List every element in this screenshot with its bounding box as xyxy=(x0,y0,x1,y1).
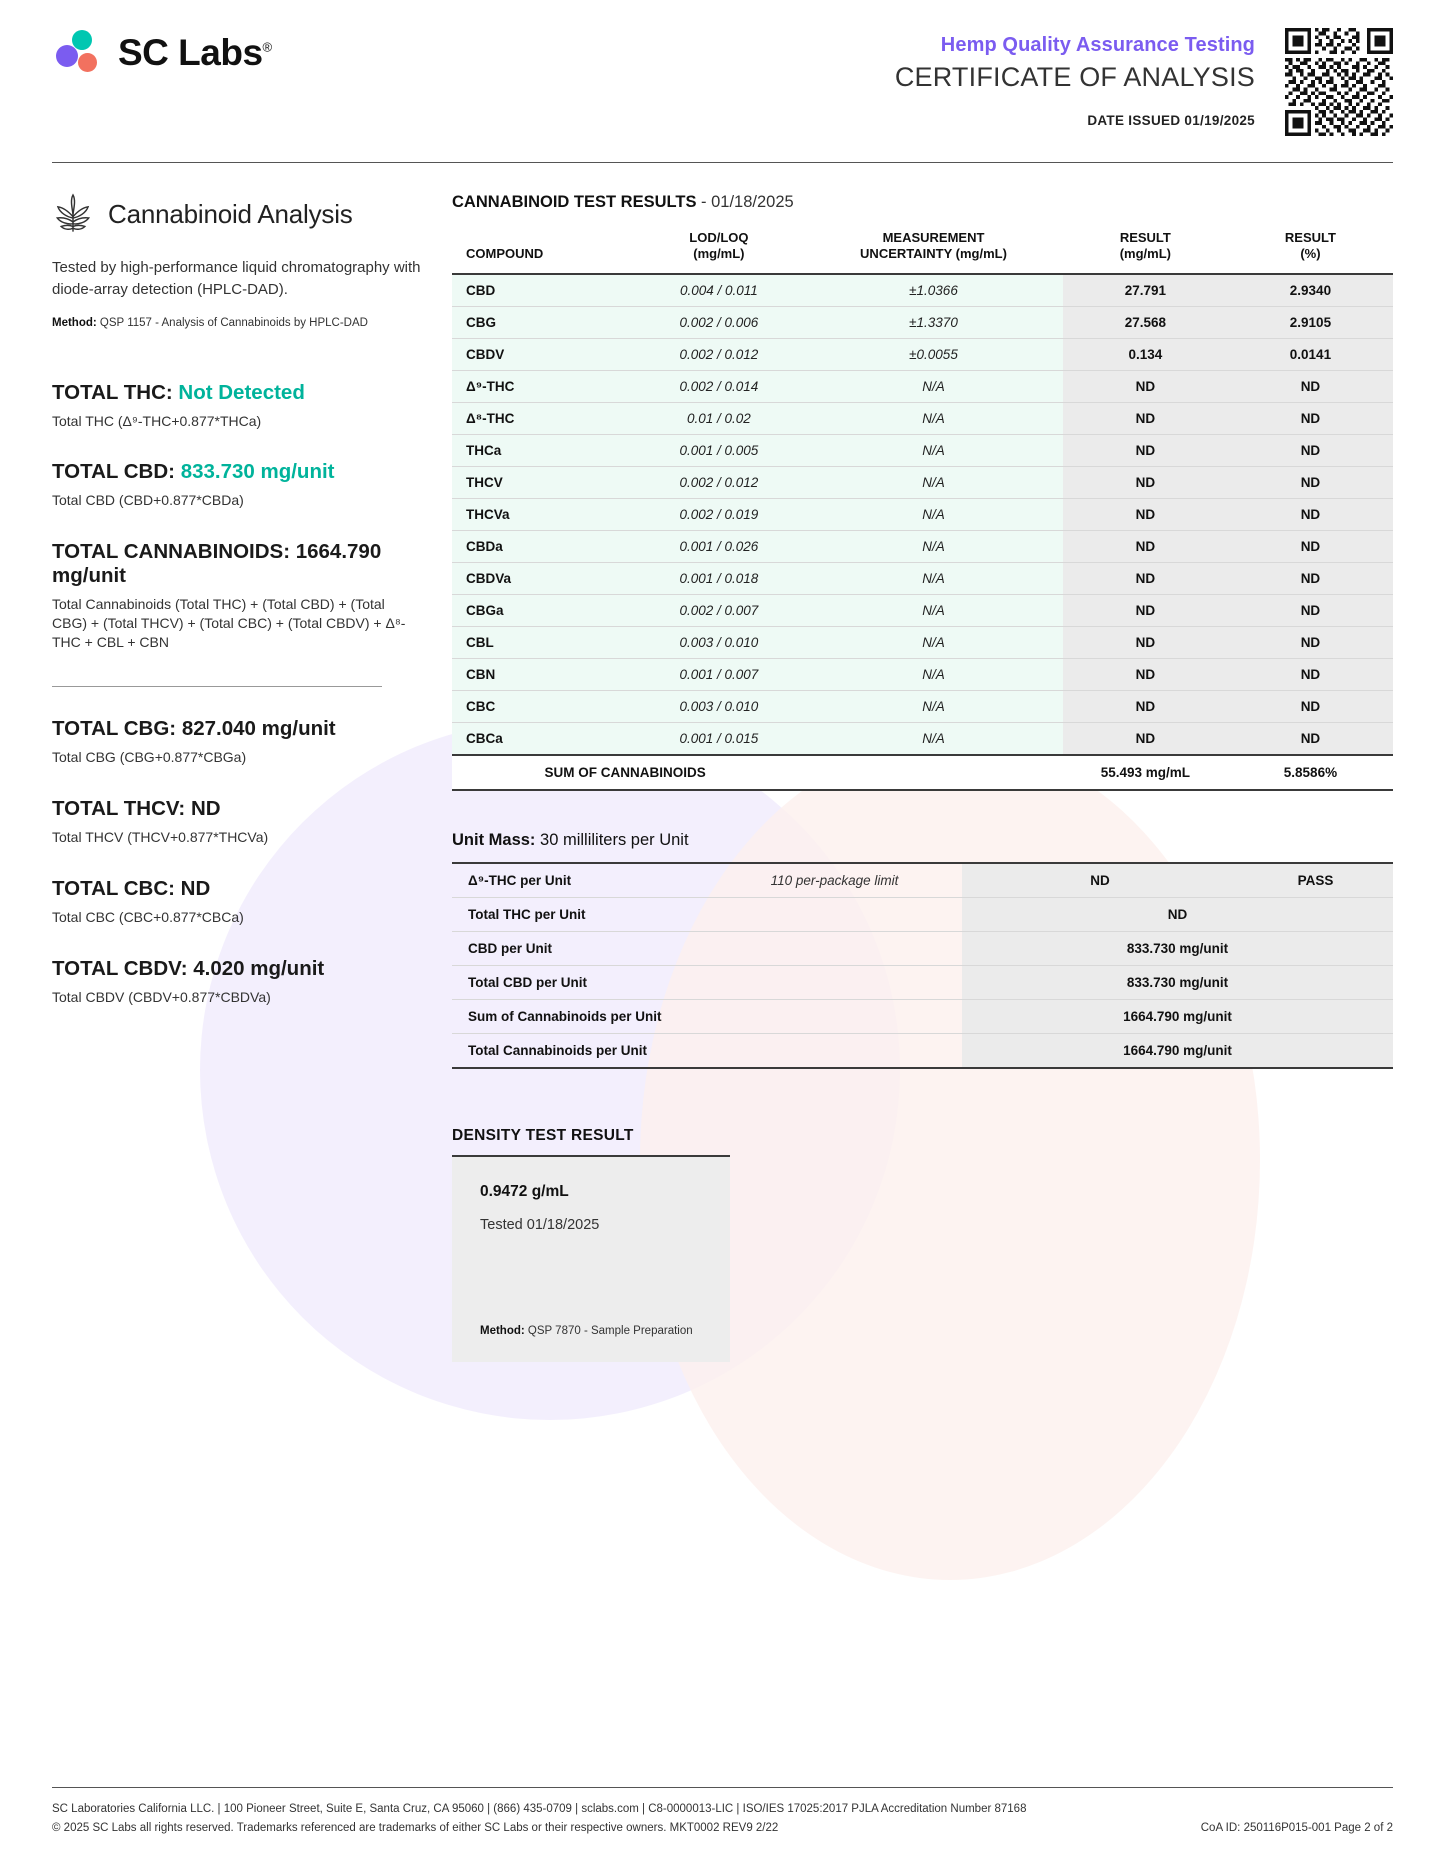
row-lodloq: 0.002 / 0.012 xyxy=(634,466,805,498)
unit-row-limit xyxy=(707,999,962,1033)
row-uncertainty: N/A xyxy=(804,594,1063,626)
row-mgml: ND xyxy=(1063,370,1228,402)
table-row xyxy=(452,897,1393,931)
unit-row-name: Total Cannabinoids per Unit xyxy=(452,1033,707,1068)
unit-row-limit xyxy=(707,931,962,965)
document-footer xyxy=(52,1787,1393,1839)
row-compound: THCVa xyxy=(452,498,634,530)
row-mgml: ND xyxy=(1063,530,1228,562)
row-mgml: ND xyxy=(1063,626,1228,658)
row-pct: 2.9105 xyxy=(1228,306,1393,338)
results-caption-bold: CANNABINOID TEST RESULTS xyxy=(452,193,697,211)
row-compound: CBL xyxy=(452,626,634,658)
col-result-mgml: RESULT (mg/mL) xyxy=(1063,224,1228,274)
cannabis-leaf-icon xyxy=(52,193,94,235)
total-thc-formula: Total THC (Δ⁹-THC+0.877*THCa) xyxy=(52,412,262,429)
density-method-label: Method: xyxy=(480,1324,525,1337)
row-compound: THCV xyxy=(452,466,634,498)
row-lodloq: 0.002 / 0.014 xyxy=(634,370,805,402)
row-uncertainty: N/A xyxy=(804,498,1063,530)
analysis-description: Tested by high-performance liquid chromatography with diode-array detection (HPLC-DAD). xyxy=(52,259,421,298)
row-lodloq: 0.001 / 0.026 xyxy=(634,530,805,562)
row-uncertainty: N/A xyxy=(804,722,1063,755)
row-lodloq: 0.003 / 0.010 xyxy=(634,690,805,722)
unit-row-value: 1664.790 mg/unit xyxy=(962,999,1393,1033)
row-compound: Δ⁹-THC xyxy=(452,370,634,402)
unit-row-value: 1664.790 mg/unit xyxy=(962,1033,1393,1068)
table-row xyxy=(452,965,1393,999)
col-uncertainty: MEASUREMENT UNCERTAINTY (mg/mL) xyxy=(804,224,1063,274)
row-lodloq: 0.001 / 0.005 xyxy=(634,434,805,466)
row-pct: ND xyxy=(1228,530,1393,562)
row-compound: CBCa xyxy=(452,722,634,755)
total-thcv-formula: Total THCV (THCV+0.877*THCVa) xyxy=(52,828,269,845)
footer-copyright: © 2025 SC Labs all rights reserved. Trademarks referenced are trademarks of either SC Labs or their respective owners. MKT0002 REV9 2/22 xyxy=(52,1822,779,1835)
row-uncertainty: N/A xyxy=(804,562,1063,594)
total-thc-block xyxy=(52,381,422,431)
row-mgml: ND xyxy=(1063,466,1228,498)
row-lodloq: 0.002 / 0.006 xyxy=(634,306,805,338)
row-compound: CBDV xyxy=(452,338,634,370)
unit-row-name: Total CBD per Unit xyxy=(452,965,707,999)
table-row xyxy=(452,338,1393,370)
total-cbc-heading: TOTAL CBC: ND xyxy=(52,876,211,900)
row-mgml: ND xyxy=(1063,722,1228,755)
col-result-pct: RESULT (%) xyxy=(1228,224,1393,274)
analysis-method xyxy=(52,317,422,329)
row-uncertainty: ±0.0055 xyxy=(804,338,1063,370)
table-row xyxy=(452,274,1393,307)
main-content xyxy=(52,193,1393,1362)
density-method xyxy=(480,1324,693,1340)
row-lodloq: 0.001 / 0.015 xyxy=(634,722,805,755)
unit-row-name: Total THC per Unit xyxy=(452,897,707,931)
footer-coa-id: CoA ID: 250116P015-001 Page 2 of 2 xyxy=(1200,1822,1393,1835)
row-pct: ND xyxy=(1228,370,1393,402)
row-lodloq: 0.002 / 0.012 xyxy=(634,338,805,370)
unit-row-value: 833.730 mg/unit xyxy=(962,931,1393,965)
col-compound: COMPOUND xyxy=(452,224,634,274)
table-row xyxy=(452,931,1393,965)
unit-mass-label: Unit Mass: xyxy=(452,830,536,849)
row-uncertainty: N/A xyxy=(804,466,1063,498)
row-pct: ND xyxy=(1228,562,1393,594)
unit-row-limit xyxy=(707,897,962,931)
table-row xyxy=(452,530,1393,562)
total-cbdv-formula: Total CBDV (CBDV+0.877*CBDVa) xyxy=(52,988,271,1005)
table-row xyxy=(452,863,1393,898)
row-pct: ND xyxy=(1228,434,1393,466)
row-pct: ND xyxy=(1228,658,1393,690)
method-label: Method: xyxy=(52,316,97,329)
table-row xyxy=(452,1033,1393,1068)
sum-label: SUM OF CANNABINOIDS xyxy=(452,755,804,790)
unit-row-limit: 110 per-package limit xyxy=(707,863,962,898)
row-compound: THCa xyxy=(452,434,634,466)
per-unit-table xyxy=(452,862,1393,1069)
row-lodloq: 0.003 / 0.010 xyxy=(634,626,805,658)
footer-divider xyxy=(52,1787,1393,1788)
total-cannabinoids-value: 1664.790 mg/unit xyxy=(52,540,382,588)
sc-labs-logo-icon xyxy=(56,28,104,78)
total-thcv-block xyxy=(52,797,422,847)
row-compound: CBG xyxy=(452,306,634,338)
row-pct: ND xyxy=(1228,402,1393,434)
cannabinoid-results-table xyxy=(452,224,1393,791)
total-cannabinoids-formula: Total Cannabinoids (Total THC) + (Total CBD) + (Total CBG) + (Total THCV) + (Total CBC) + (Total CBDV) + Δ⁸-THC + CBL + CBN xyxy=(52,596,406,651)
total-cbd-formula: Total CBD (CBD+0.877*CBDa) xyxy=(52,492,244,509)
header-divider xyxy=(52,162,1393,163)
table-row xyxy=(452,306,1393,338)
row-mgml: ND xyxy=(1063,658,1228,690)
cannabinoid-analysis-heading xyxy=(52,193,422,235)
section-title: Cannabinoid Analysis xyxy=(108,198,353,229)
table-row xyxy=(452,690,1393,722)
row-pct: ND xyxy=(1228,498,1393,530)
total-cbd-block xyxy=(52,460,422,510)
density-value: 0.9472 g/mL xyxy=(480,1182,569,1200)
unit-row-value: ND xyxy=(962,863,1238,898)
row-pct: ND xyxy=(1228,594,1393,626)
table-row xyxy=(452,562,1393,594)
total-cbc-formula: Total CBC (CBC+0.877*CBCa) xyxy=(52,908,244,925)
table-row xyxy=(452,466,1393,498)
unit-row-name: Δ⁹-THC per Unit xyxy=(452,863,707,898)
table-row xyxy=(452,434,1393,466)
row-lodloq: 0.001 / 0.007 xyxy=(634,658,805,690)
row-compound: Δ⁸-THC xyxy=(452,402,634,434)
total-cannabinoids-heading: TOTAL CANNABINOIDS: 1664.790 mg/unit xyxy=(52,540,382,588)
table-row xyxy=(452,658,1393,690)
col-lodloq: LOD/LOQ (mg/mL) xyxy=(634,224,805,274)
results-table-caption xyxy=(452,193,1393,212)
total-cbg-block xyxy=(52,717,422,767)
total-cbd-heading: TOTAL CBD: 833.730 mg/unit xyxy=(52,460,335,484)
density-method-value: QSP 7870 - Sample Preparation xyxy=(524,1324,693,1337)
row-uncertainty: ±1.0366 xyxy=(804,274,1063,307)
status-badge: PASS xyxy=(1238,863,1393,898)
total-thcv-heading: TOTAL THCV: ND xyxy=(52,796,221,820)
brand-logo xyxy=(52,28,272,78)
total-cbg-heading: TOTAL CBG: 827.040 mg/unit xyxy=(52,716,336,740)
row-pct: ND xyxy=(1228,626,1393,658)
row-uncertainty: N/A xyxy=(804,370,1063,402)
row-uncertainty: N/A xyxy=(804,530,1063,562)
row-lodloq: 0.01 / 0.02 xyxy=(634,402,805,434)
results-caption-date: - 01/18/2025 xyxy=(696,193,794,211)
density-test-heading: DENSITY TEST RESULT xyxy=(452,1126,634,1144)
table-row xyxy=(452,999,1393,1033)
row-compound: CBDVa xyxy=(452,562,634,594)
sum-blank xyxy=(804,755,1063,790)
row-pct: ND xyxy=(1228,722,1393,755)
sum-of-cannabinoids-row xyxy=(452,755,1393,790)
row-pct: ND xyxy=(1228,690,1393,722)
table-row xyxy=(452,594,1393,626)
row-compound: CBGa xyxy=(452,594,634,626)
unit-row-limit xyxy=(707,1033,962,1068)
footer-address: SC Laboratories California LLC. | 100 Pioneer Street, Suite E, Santa Cruz, CA 95060 | (866) 435-0709 | sclabs.com | C8-0000013-LIC | ISO/IES 17025:2017 PJLA Accreditation Number 87168 xyxy=(52,1802,1027,1815)
row-compound: CBDa xyxy=(452,530,634,562)
qr-code-icon xyxy=(1285,28,1393,136)
row-mgml: 0.134 xyxy=(1063,338,1228,370)
summary-divider xyxy=(52,686,382,687)
density-tested-date: Tested 01/18/2025 xyxy=(480,1216,600,1233)
row-compound: CBD xyxy=(452,274,634,307)
row-mgml: 27.791 xyxy=(1063,274,1228,307)
table-row xyxy=(452,402,1393,434)
total-cbg-formula: Total CBG (CBG+0.877*CBGa) xyxy=(52,748,247,765)
row-mgml: ND xyxy=(1063,594,1228,626)
testing-type: Hemp Quality Assurance Testing xyxy=(940,34,1255,56)
row-uncertainty: N/A xyxy=(804,402,1063,434)
row-uncertainty: N/A xyxy=(804,690,1063,722)
unit-row-limit xyxy=(707,965,962,999)
sum-pct: 5.8586% xyxy=(1228,755,1393,790)
unit-row-name: Sum of Cannabinoids per Unit xyxy=(452,999,707,1033)
unit-row-name: CBD per Unit xyxy=(452,931,707,965)
total-thc-heading: TOTAL THC: Not Detected xyxy=(52,380,305,404)
row-lodloq: 0.001 / 0.018 xyxy=(634,562,805,594)
total-cbdv-block xyxy=(52,957,422,1007)
row-compound: CBC xyxy=(452,690,634,722)
row-lodloq: 0.002 / 0.007 xyxy=(634,594,805,626)
row-uncertainty: N/A xyxy=(804,626,1063,658)
row-lodloq: 0.002 / 0.019 xyxy=(634,498,805,530)
sum-mgml: 55.493 mg/mL xyxy=(1063,755,1228,790)
method-value: QSP 1157 - Analysis of Cannabinoids by HPLC-DAD xyxy=(99,316,368,329)
row-mgml: 27.568 xyxy=(1063,306,1228,338)
row-mgml: ND xyxy=(1063,562,1228,594)
page-title: CERTIFICATE OF ANALYSIS xyxy=(894,62,1255,92)
results-table-head xyxy=(452,224,1393,274)
unit-row-value: ND xyxy=(962,897,1393,931)
registered-mark: ® xyxy=(262,39,272,55)
row-uncertainty: ±1.3370 xyxy=(804,306,1063,338)
date-issued: DATE ISSUED 01/19/2025 xyxy=(1087,113,1255,128)
density-result-card xyxy=(452,1157,730,1362)
results-panel xyxy=(442,193,1393,1362)
document-header xyxy=(52,0,1393,136)
brand-name: SC Labs® xyxy=(118,32,272,73)
table-row xyxy=(452,626,1393,658)
row-pct: ND xyxy=(1228,466,1393,498)
summary-panel xyxy=(52,193,442,1362)
table-row xyxy=(452,370,1393,402)
row-mgml: ND xyxy=(1063,434,1228,466)
row-mgml: ND xyxy=(1063,498,1228,530)
footer-bottom-row xyxy=(52,1819,1393,1839)
header-titles xyxy=(272,34,1285,128)
row-compound: CBN xyxy=(452,658,634,690)
row-pct: 0.0141 xyxy=(1228,338,1393,370)
results-table-body xyxy=(452,274,1393,790)
unit-mass-heading xyxy=(452,831,1393,850)
row-mgml: ND xyxy=(1063,690,1228,722)
unit-mass-value: 30 milliliters per Unit xyxy=(535,830,689,849)
table-row xyxy=(452,498,1393,530)
total-cannabinoids-block xyxy=(52,540,422,652)
row-uncertainty: N/A xyxy=(804,658,1063,690)
row-uncertainty: N/A xyxy=(804,434,1063,466)
total-cbdv-heading: TOTAL CBDV: 4.020 mg/unit xyxy=(52,956,325,980)
row-lodloq: 0.004 / 0.011 xyxy=(634,274,805,307)
row-mgml: ND xyxy=(1063,402,1228,434)
table-row xyxy=(452,722,1393,755)
total-cbc-block xyxy=(52,877,422,927)
unit-row-value: 833.730 mg/unit xyxy=(962,965,1393,999)
total-cbd-value: 833.730 mg/unit xyxy=(180,460,335,484)
row-pct: 2.9340 xyxy=(1228,274,1393,307)
total-thc-value: Not Detected xyxy=(178,380,305,404)
